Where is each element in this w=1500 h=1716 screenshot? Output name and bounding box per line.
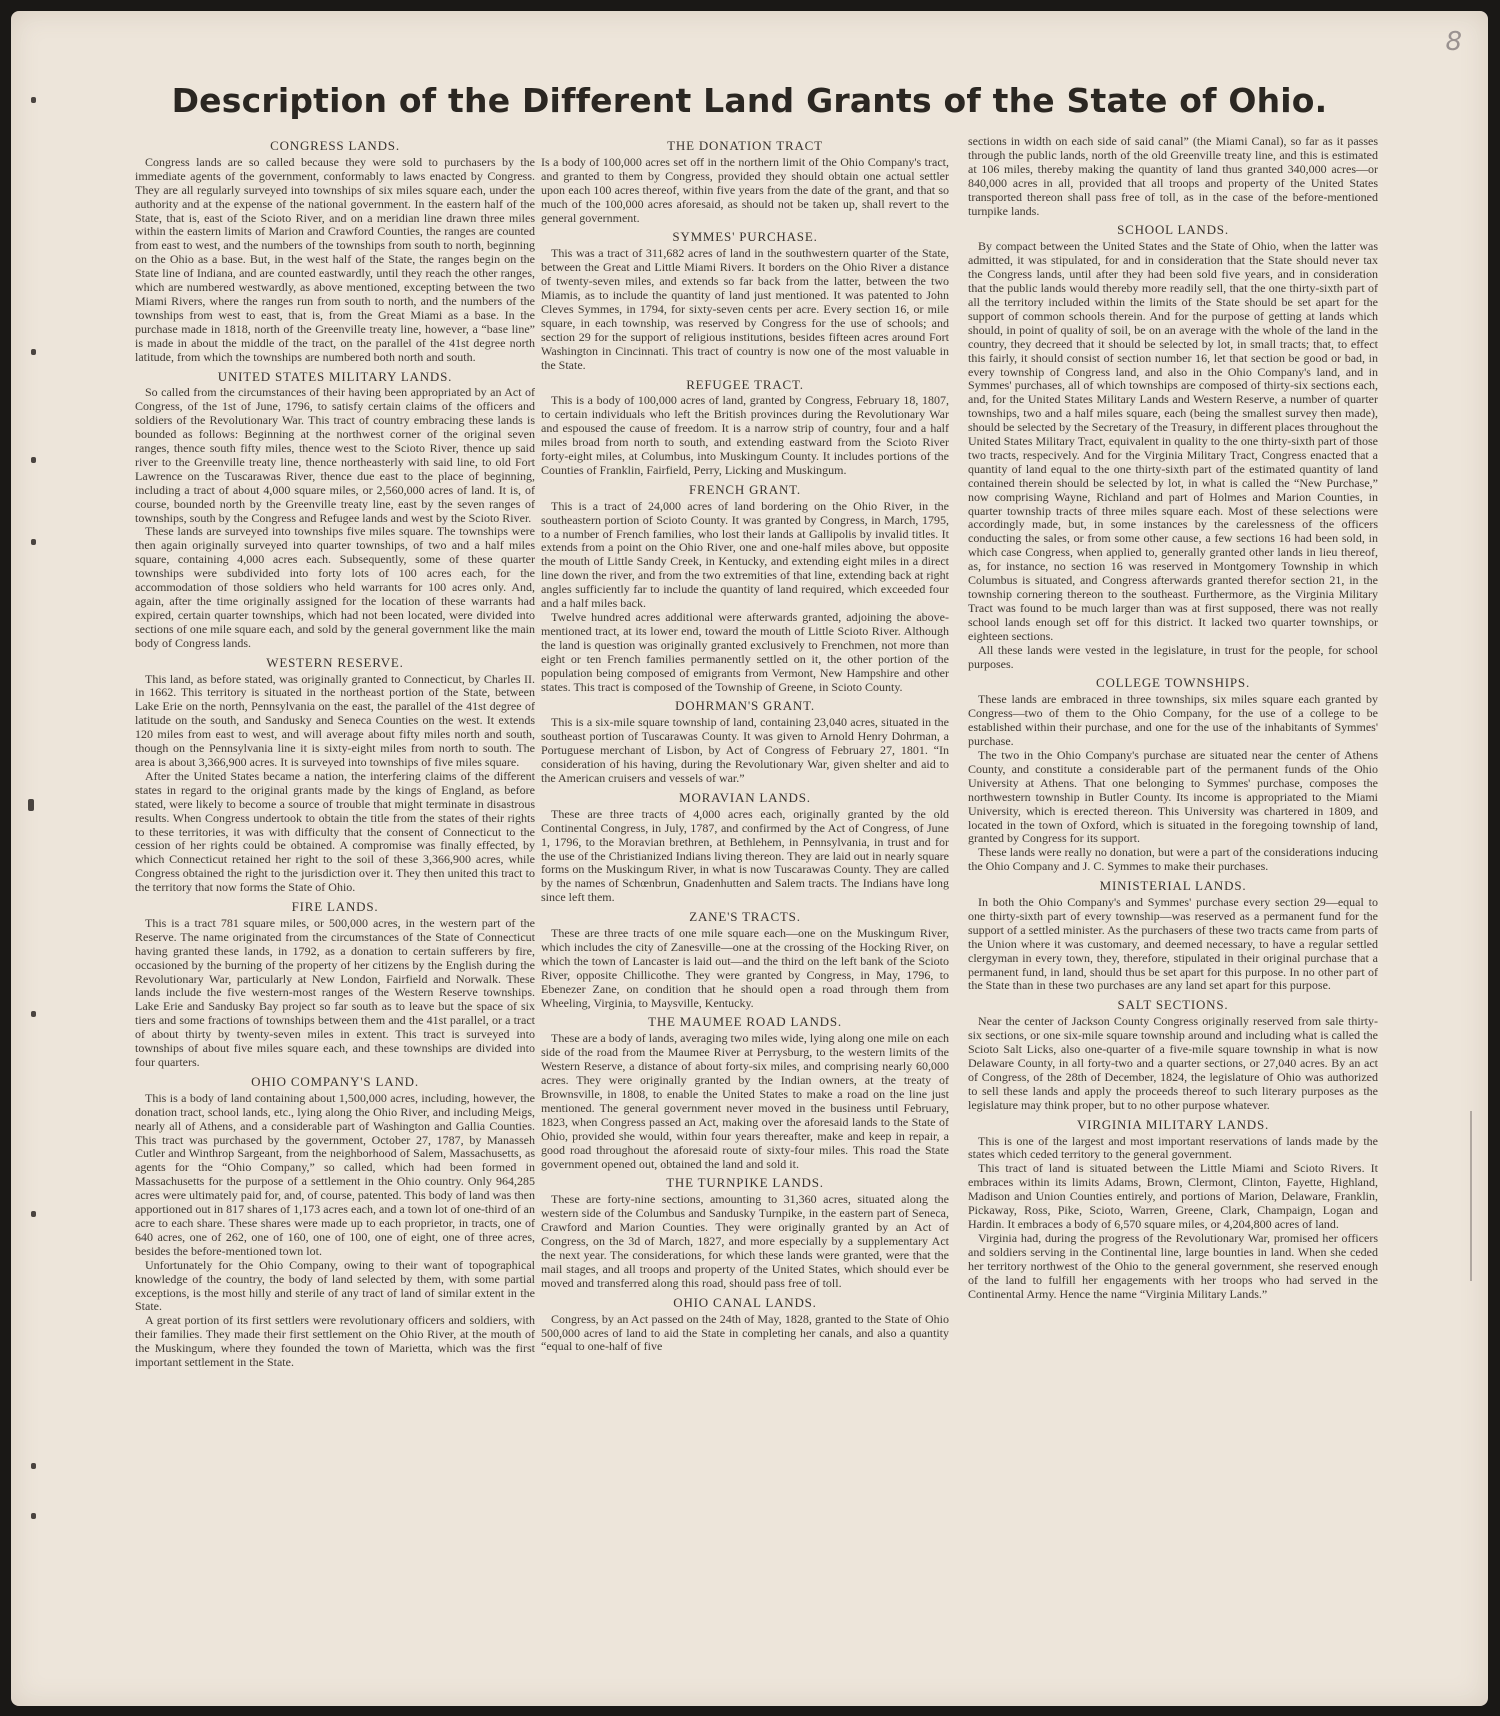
section-title: SYMMES' PURCHASE.	[672, 229, 818, 245]
paragraph: Twelve hundred acres additional were afterwards granted, adjoining the above-mentioned tract, at its lower end, toward the mouth of Little Scioto River. Although the land is question was originally granted exclusively to Frenchmen, not more than eight or ten French families permanently settled on it, the other portion of the population being composed of emigrants from Vermont, New Hampshire and other states. This tract is composed of the Township of Greene, in Scioto County.	[541, 610, 949, 694]
section	[135, 656, 535, 895]
paragraph: Congress, by an Act passed on the 24th of May, 1828, granted to the State of Ohio 500,000 acres of land to aid the State in completing her canals, and also a quantity “equal to one-half of five	[541, 1311, 949, 1354]
section	[541, 1176, 949, 1290]
paragraph: By compact between the United States and the State of Ohio, when the latter was admitted, it was stipulated, for and in consideration that the State should never tax the Congress lands, until after they had been sold five years, and in consideration that the public lands would thereby more readily sell, that the one thirty-sixth part of all the territory included within the limits of the State should be set apart for the support of common schools therein. And for the purpose of getting at lands which should, in point of quality of soil, be on an average with the whole of the land in the country, they decreed that it should be selected by lot, in small tracts; that, to effect this fairly, it should consist of section number 16, let that section be good or bad, in every township of Congress land, and also in the Ohio Company's land, and in Symmes' purchases, all of which townships are composed of thirty-six sections each, and, for the United States Military Lands and Western Reserve, a number of quarter townships, two and a half miles square, each (being the smallest survey then made), should be selected by the Secretary of the Treasury, in different places throughout the United States Military Tract, equivalent in quality to the one thirty-sixth part of those two tracts, respecively. And for the Virginia Military Tract, Congress enacted that a quantity of land equal to the one thirty-sixth part of the estimated quantity of land contained therein should be selected by lot, in what is called the “New Purchase,” now comprising Wayne, Richland and part of Holmes and Marion Counties, in quarter township tracts of three miles square each. Most of these selections were accordingly made, but, in some instances by the carelessness of the officers conducting the sales, or from some other cause, a few sections 16 had been sold, in which case Congress, when applied to, generally granted other lands in lieu thereof, as, for instance, no section 16 was reserved in Montgomery Township in which Columbus is situated, and Congress afterwards granted therefor section 21, in the township cornering thereon to the southeast. Furthermore, as the Virginia Military Tract was found to be much larger than was at first supposed, there was not really school lands enough set off for this district. It lacked two quarter townships, or eighteen sections.	[968, 239, 1378, 643]
section-title: VIRGINIA MILITARY LANDS.	[1076, 1116, 1270, 1132]
paragraph: These are a body of lands, averaging two miles wide, lying along one mile on each side of the road from the Maumee River at Perrysburg, to the western limits of the Western Reserve, a distance of about forty-six miles, and comprising nearly 60,000 acres. They were originally granted by the Indian owners, at the treaty of Brownsville, in 1808, to enable the United States to make a road on the line just mentioned. The general government never moved in the business until February, 1823, when Congress passed an Act, making over the aforesaid lands to the State of Ohio, provided she would, within four years thereafter, make and keep in repair, a good road throughout the aforesaid route of sixty-four miles. This road the State government opened out, obtained the land and sold it.	[541, 1031, 949, 1171]
paragraph: This tract of land is situated between the Little Miami and Scioto Rivers. It embraces within its limits Adams, Brown, Clermont, Clinton, Fayette, Highland, Madison and Union Counties entirely, and portions of Marion, Delaware, Franklin, Pickaway, Ross, Pike, Scioto, Warren, Greene, Clark, Champaign, Logan and Hardin. It embraces a body of 6,570 square miles, or 4,204,800 acres of land.	[968, 1161, 1378, 1231]
paragraph: After the United States became a nation, the interfering claims of the different states in regard to the original grants made by the kings of England, as before stated, were likely to become a source of trouble that might terminate in disastrous results. When Congress undertook to obtain the title from the states of their rights to these territories, it was with difficulty that the consent of Connecticut to the cession of her rights could be obtained. A compromise was finally effected, by which Connecticut retained her right to the soil of these 3,366,900 acres, while Congress obtained the right to the jurisdiction over it. They then united this tract to the territory that now forms the State of Ohio.	[135, 768, 535, 895]
column-3	[968, 135, 1378, 1306]
paragraph: All these lands were vested in the legislature, in trust for the people, for school purposes.	[968, 642, 1378, 671]
section-title: CONGRESS LANDS.	[270, 138, 400, 153]
section	[541, 791, 949, 905]
section	[968, 676, 1378, 874]
margin-mark	[31, 97, 36, 103]
paragraph: A great portion of its first settlers were revolutionary officers and soldiers, with their families. They made their first settlement on the Ohio River, at the mouth of the Muskingum, where they founded the town of Marietta, which was the first important settlement in the State.	[135, 1313, 535, 1370]
section	[135, 139, 535, 365]
paragraph: These are three tracts of 4,000 acres each, originally granted by the old Continental Congress, in July, 1787, and confirmed by the Act of Congress, of June 1, 1796, to the Moravian brethren, at Bethlehem, in Pennsylvania, in trust and for the use of the Christianized Indians living thereon. They are laid out in nearly square forms on the Muskingum River, in what is now Tuscarawas County. They are called by the names of Schœnbrun, Gnadenhutten and Salem tracts. The Indians have long since left them.	[541, 806, 949, 905]
section-title: THE MAUMEE ROAD LANDS.	[648, 1014, 842, 1030]
section	[541, 910, 949, 1010]
section	[968, 223, 1378, 671]
paragraph: These lands are embraced in three townships, six miles square each granted by Congress—two of them to the Ohio Company, for the use of a college to be established within their purchase, and one for the use of the inhabitants of Symmes' purchase.	[968, 692, 1378, 749]
section	[968, 135, 1378, 218]
margin-mark	[31, 1463, 36, 1469]
paragraph: The two in the Ohio Company's purchase are situated near the center of Athens County, and constitute a considerable part of the permanent funds of the Ohio University at Athens. That one belonging to Symmes' purchase, composes the northwestern township in Butler County. Its income is appropriated to the Miami University, which is erected thereon. This University was chartered in 1809, and located in the town of Oxford, which is situated in the foregoing township of land, granted by Congress for its support.	[968, 747, 1378, 846]
section	[135, 1075, 535, 1370]
paragraph: These lands are surveyed into townships five miles square. The townships were then again originally surveyed into quarter townships, of two and a half miles square, containing 4,000 acres each. Subsequently, some of these quarter townships were subdivided into forty lots of 100 acres each, for the accommodation of those soldiers who held warrants for 100 acres only. And, again, after the time originally assigned for the location of these warrants had expired, certain quarter townships, which had not been located, were divided into sections of one mile square each, and sold by the general government like the main body of Congress lands.	[135, 524, 535, 650]
paragraph: This land, as before stated, was originally granted to Connecticut, by Charles II. in 1662. This territory is situated in the northeast portion of the State, between Lake Erie on the north, Pennsylvania on the east, the parallel of the 41st degree of latitude on the south, and Sandusky and Seneca Counties on the west. It extends 120 miles from east to west, and will average about fifty miles north and south, though on the Pennsylvania line it is sixty-eight miles from north to south. The area is about 3,366,900 acres. It is surveyed into townships of five miles square.	[135, 671, 535, 769]
margin-mark	[31, 349, 36, 355]
paragraph: These are forty-nine sections, amounting to 31,360 acres, situated along the western side of the Columbus and Sandusky Turnpike, in the eastern part of Seneca, Crawford and Marion Counties. They were originally granted by an Act of Congress, on the 3d of March, 1827, and more especially by a supplementary Act the next year. The considerations, for which these lands were granted, were that the mail stages, and all troops and property of the United States, which should ever be moved and transferred along this road, should pass free of toll.	[541, 1192, 949, 1290]
paragraph: sections in width on each side of said canal” (the Miami Canal), so far as it passes through the public lands, north of the old Greenville treaty line, and this is estimated at 106 miles, thereby making the quantity of land thus granted 340,000 acres—or 840,000 acres in all, provided that all troops and property of the United States transported thereon shall pass free of toll, as in the case of the before-mentioned turnpike lands.	[968, 134, 1378, 218]
page-title: Description of the Different Land Grants of the State of Ohio.	[171, 81, 1328, 120]
section	[541, 139, 949, 225]
paragraph: Congress lands are so called because they were sold to purchasers by the immediate agents of the government, conformably to laws enacted by Congress. They are all regularly surveyed into townships of six miles square each, under the authority and at the expense of the national government. In the eastern half of the State, that is, east of the Scioto River, and on a meridian line drawn three miles within the eastern limits of Marion and Crawford Counties, the ranges are counted from east to west, and the numbers of the townships from south to north, beginning on the Ohio as a base. But, in the west half of the State, the ranges begin on the State line of Indiana, and are counted eastwardly, until they reach the other ranges, which are numbered westwardly, as above mentioned, excepting between the two Miami Rivers, where the ranges run from south to north, and the numbers of the townships from west to east, that is, from the Great Miami as a base. In the purchase made in 1818, north of the Greenville treaty line, however, a “base line” is made in about the middle of the tract, on the parallel of the 41st degree north latitude, from which the townships are numbered both north and south.	[135, 154, 535, 364]
section	[968, 879, 1378, 993]
section-title: FRENCH GRANT.	[688, 481, 801, 497]
section-title: SALT SECTIONS.	[1117, 997, 1229, 1013]
section-title: COLLEGE TOWNSHIPS.	[1095, 675, 1251, 691]
column-1	[135, 135, 535, 1375]
paragraph: This is a tract 781 square miles, or 500,000 acres, in the western part of the Reserve. The name originated from the circumstances of the State of Connecticut having granted these lands, in 1792, as a donation to certain sufferers by fire, occasioned by the burning of the property of her citizens by the English during the Revolutionary War, particularly at New London, Fairfield and Norwalk. These lands include the five western-most ranges of the Western Reserve townships. Lake Erie and Sandusky Bay project so far south as to leave but the space of six tiers and some fractions of townships between them and the 41st parallel, or a tract of about thirty by twenty-seven miles in extent. This tract is surveyed into townships of about five miles square each, and these townships are divided into four quarters.	[135, 915, 535, 1069]
column-2	[541, 135, 949, 1359]
paragraph: Virginia had, during the progress of the Revolutionary War, promised her officers and soldiers serving in the Continental line, large bounties in land. When she ceded her territory northwest of the Ohio to the general government, she reserved enough of the land to fulfill her engagements with her troops who had served in the Continental Army. Hence the name “Virginia Military Lands.”	[968, 1230, 1378, 1301]
section	[541, 230, 949, 372]
margin-mark	[31, 539, 36, 545]
paragraph: This is a six-mile square township of land, containing 23,040 acres, situated in the southeast portion of Tuscarawas County. It was given to Arnold Henry Dohrman, a Portuguese merchant of Lisbon, by Act of Congress of February 27, 1801. “In consideration of his having, during the Revolutionary War, given shelter and aid to the American cruisers and vessels of war.”	[541, 715, 949, 785]
section-title: DOHRMAN'S GRANT.	[675, 698, 815, 714]
paragraph: These lands were really no donation, but were a part of the considerations inducing the Ohio Company and J. C. Symmes to make their purchases.	[968, 845, 1378, 874]
margin-mark	[28, 799, 34, 811]
document-sheet	[11, 11, 1488, 1706]
section-title: THE TURNPIKE LANDS.	[666, 1175, 824, 1191]
paragraph: Near the center of Jackson County Congress originally reserved from sale thirty-six sections, or one six-mile square township around and including what is called the Scioto Salt Licks, also one-quarter of a five-mile square township in what is now Delaware County, in all forty-two and a quarter sections, or 27,040 acres. By an act of Congress, of the 28th of December, 1824, the legislature of Ohio was authorized to sell these lands and apply the proceeds thereof to such literary purposes as the legislature may think proper, but to no other purpose whatever.	[968, 1014, 1378, 1112]
section	[541, 1015, 949, 1171]
section	[541, 699, 949, 785]
section-title: FIRE LANDS.	[291, 899, 379, 915]
section-title: SCHOOL LANDS.	[1117, 222, 1229, 238]
section	[135, 370, 535, 651]
section-title: OHIO COMPANY'S LAND.	[251, 1073, 419, 1089]
paragraph: This is a body of 100,000 acres of land, granted by Congress, February 18, 1807, to certain individuals who left the British provinces during the Revolutionary War and espoused the cause of freedom. It is a narrow strip of country, four and a half miles broad from north to south, and extending eastward from the Scioto River forty-eight miles, at Columbus, into Muskingum County. It includes portions of the Counties of Franklin, Fairfield, Perry, Licking and Muskingum.	[541, 393, 949, 477]
section	[541, 483, 949, 695]
section	[135, 900, 535, 1070]
section-title: REFUGEE TRACT.	[686, 376, 804, 392]
paragraph: This is a tract of 24,000 acres of land bordering on the Ohio River, in the southeastern portion of Scioto County. It was granted by Congress, in March, 1795, to a number of French families, who lost their lands at Gallipolis by invalid titles. It extends from a point on the Ohio River, one and one-half miles above, but opposite the mouth of Little Sandy Creek, in Kentucky, and extending eight miles in a direct line down the river, and from the two extremities of that line, extending back at right angles sufficiently far to include the quantity of land required, which exceeded four and a half miles back.	[541, 498, 949, 611]
section-title: UNITED STATES MILITARY LANDS.	[217, 368, 453, 384]
section-title: MINISTERIAL LANDS.	[1099, 878, 1247, 894]
page-number: 8	[1445, 27, 1462, 57]
section-title: MORAVIAN LANDS.	[679, 789, 811, 805]
section	[968, 998, 1378, 1112]
margin-mark	[31, 457, 36, 463]
section-title: WESTERN RESERVE.	[266, 654, 404, 670]
paragraph: This is a body of land containing about 1,500,000 acres, including, however, the donation tract, school lands, etc., lying along the Ohio River, and including Meigs, nearly all of Athens, and a considerable part of Washington and Gallia Counties. This tract was purchased by the government, October 27, 1787, by Manasseh Cutler and Winthrop Sargeant, from the neighborhood of Salem, Massachusetts, as agents for the “Ohio Company,” so called, which had been formed in Massachusetts for the purpose of a settlement in the Ohio country. Only 964,285 acres were ultimately paid for, and, of course, patented. This body of land was then apportioned out in 817 shares of 1,173 acres each, and a town lot of one-third of an acre to each share. These shares were made up to each proprietor, in tracts, one of 640 acres, one of 262, one of 160, one of 100, one of eight, one of three acres, besides the before-mentioned town lot.	[135, 1090, 535, 1258]
margin-bracket	[1470, 1111, 1472, 1281]
section-title: ZANE'S TRACTS.	[689, 909, 801, 925]
paragraph: In both the Ohio Company's and Symmes' purchase every section 29—equal to one thirty-sixth part of every township—was reserved as a permanent fund for the support of a settled minister. As the purchasers of these two tracts came from parts of the Union where it was customary, and deemed necessary, to have a regular settled clergyman in every town, they, therefore, stipulated in their original purchase that a permanent fund, in land, should thus be set apart for this purpose. In no other part of the State than in these two purchases are any land set apart for this purpose.	[968, 895, 1378, 993]
paragraph: This was a tract of 311,682 acres of land in the southwestern quarter of the State, between the Great and Little Miami Rivers. It borders on the Ohio River a distance of twenty-seven miles, and extends so far back from the latter, between the two Miamis, as to include the quantity of land just mentioned. It was patented to John Cleves Symmes, in 1794, for sixty-seven cents per acre. Every section 16, or mile square, in each township, was reserved by Congress for the use of schools; and section 29 for the support of religious institutions, besides fifteen acres around Fort Washington in Cincinnati. This tract of country is now one of the most valuable in the State.	[541, 246, 949, 372]
margin-mark	[31, 1211, 36, 1217]
section	[541, 1296, 949, 1355]
paragraph: So called from the circumstances of their having been appropriated by an Act of Congress, of the 1st of June, 1796, to satisfy certain claims of the officers and soldiers of the Revolutionary War. This tract of country embracing these lands is bounded as follows: Beginning at the northwest corner of the original seven ranges, thence south fifty miles, thence west to the Scioto River, thence up said river to the Greenville treaty line, thence northeasterly with said line, to old Fort Lawrence on the Tuscarawas River, thence due east to the place of beginning, including a tract of about 4,000 square miles, or 2,560,000 acres of land. It is, of course, bounded north by the Greenville treaty line, east by the seven ranges of townships, south by the Congress and Refugee lands and west by the Scioto River.	[135, 385, 535, 525]
margin-mark	[31, 1513, 36, 1519]
paragraph: Unfortunately for the Ohio Company, owing to their want of topographical knowledge of the country, the body of land selected by them, with some partial exceptions, is the most hilly and sterile of any tract of land of similar extent in the State.	[135, 1257, 535, 1314]
section-title: THE DONATION TRACT	[667, 138, 823, 153]
section	[968, 1118, 1378, 1302]
section	[541, 378, 949, 478]
margin-mark	[31, 1011, 36, 1017]
section-title: OHIO CANAL LANDS.	[673, 1294, 817, 1310]
paragraph: These are three tracts of one mile square each—one on the Muskingum River, which includes the city of Zanesville—one at the crossing of the Hocking River, on which the town of Lancaster is laid out—and the third on the left bank of the Scioto River, opposite Chillicothe. They were granted by Congress, in May, 1796, to Ebenezer Zane, on condition that he should open a road through them from Wheeling, Virginia, to Maysville, Kentucky.	[541, 926, 949, 1010]
paragraph: This is one of the largest and most important reservations of lands made by the states which ceded territory to the general government.	[968, 1133, 1378, 1162]
paragraph: Is a body of 100,000 acres set off in the northern limit of the Ohio Company's tract, and granted to them by Congress, provided they should obtain one actual settler upon each 100 acres thereof, within five years from the date of the grant, and that so much of the 100,000 acres aforesaid, as should not be taken up, shall revert to the general government.	[541, 154, 949, 225]
